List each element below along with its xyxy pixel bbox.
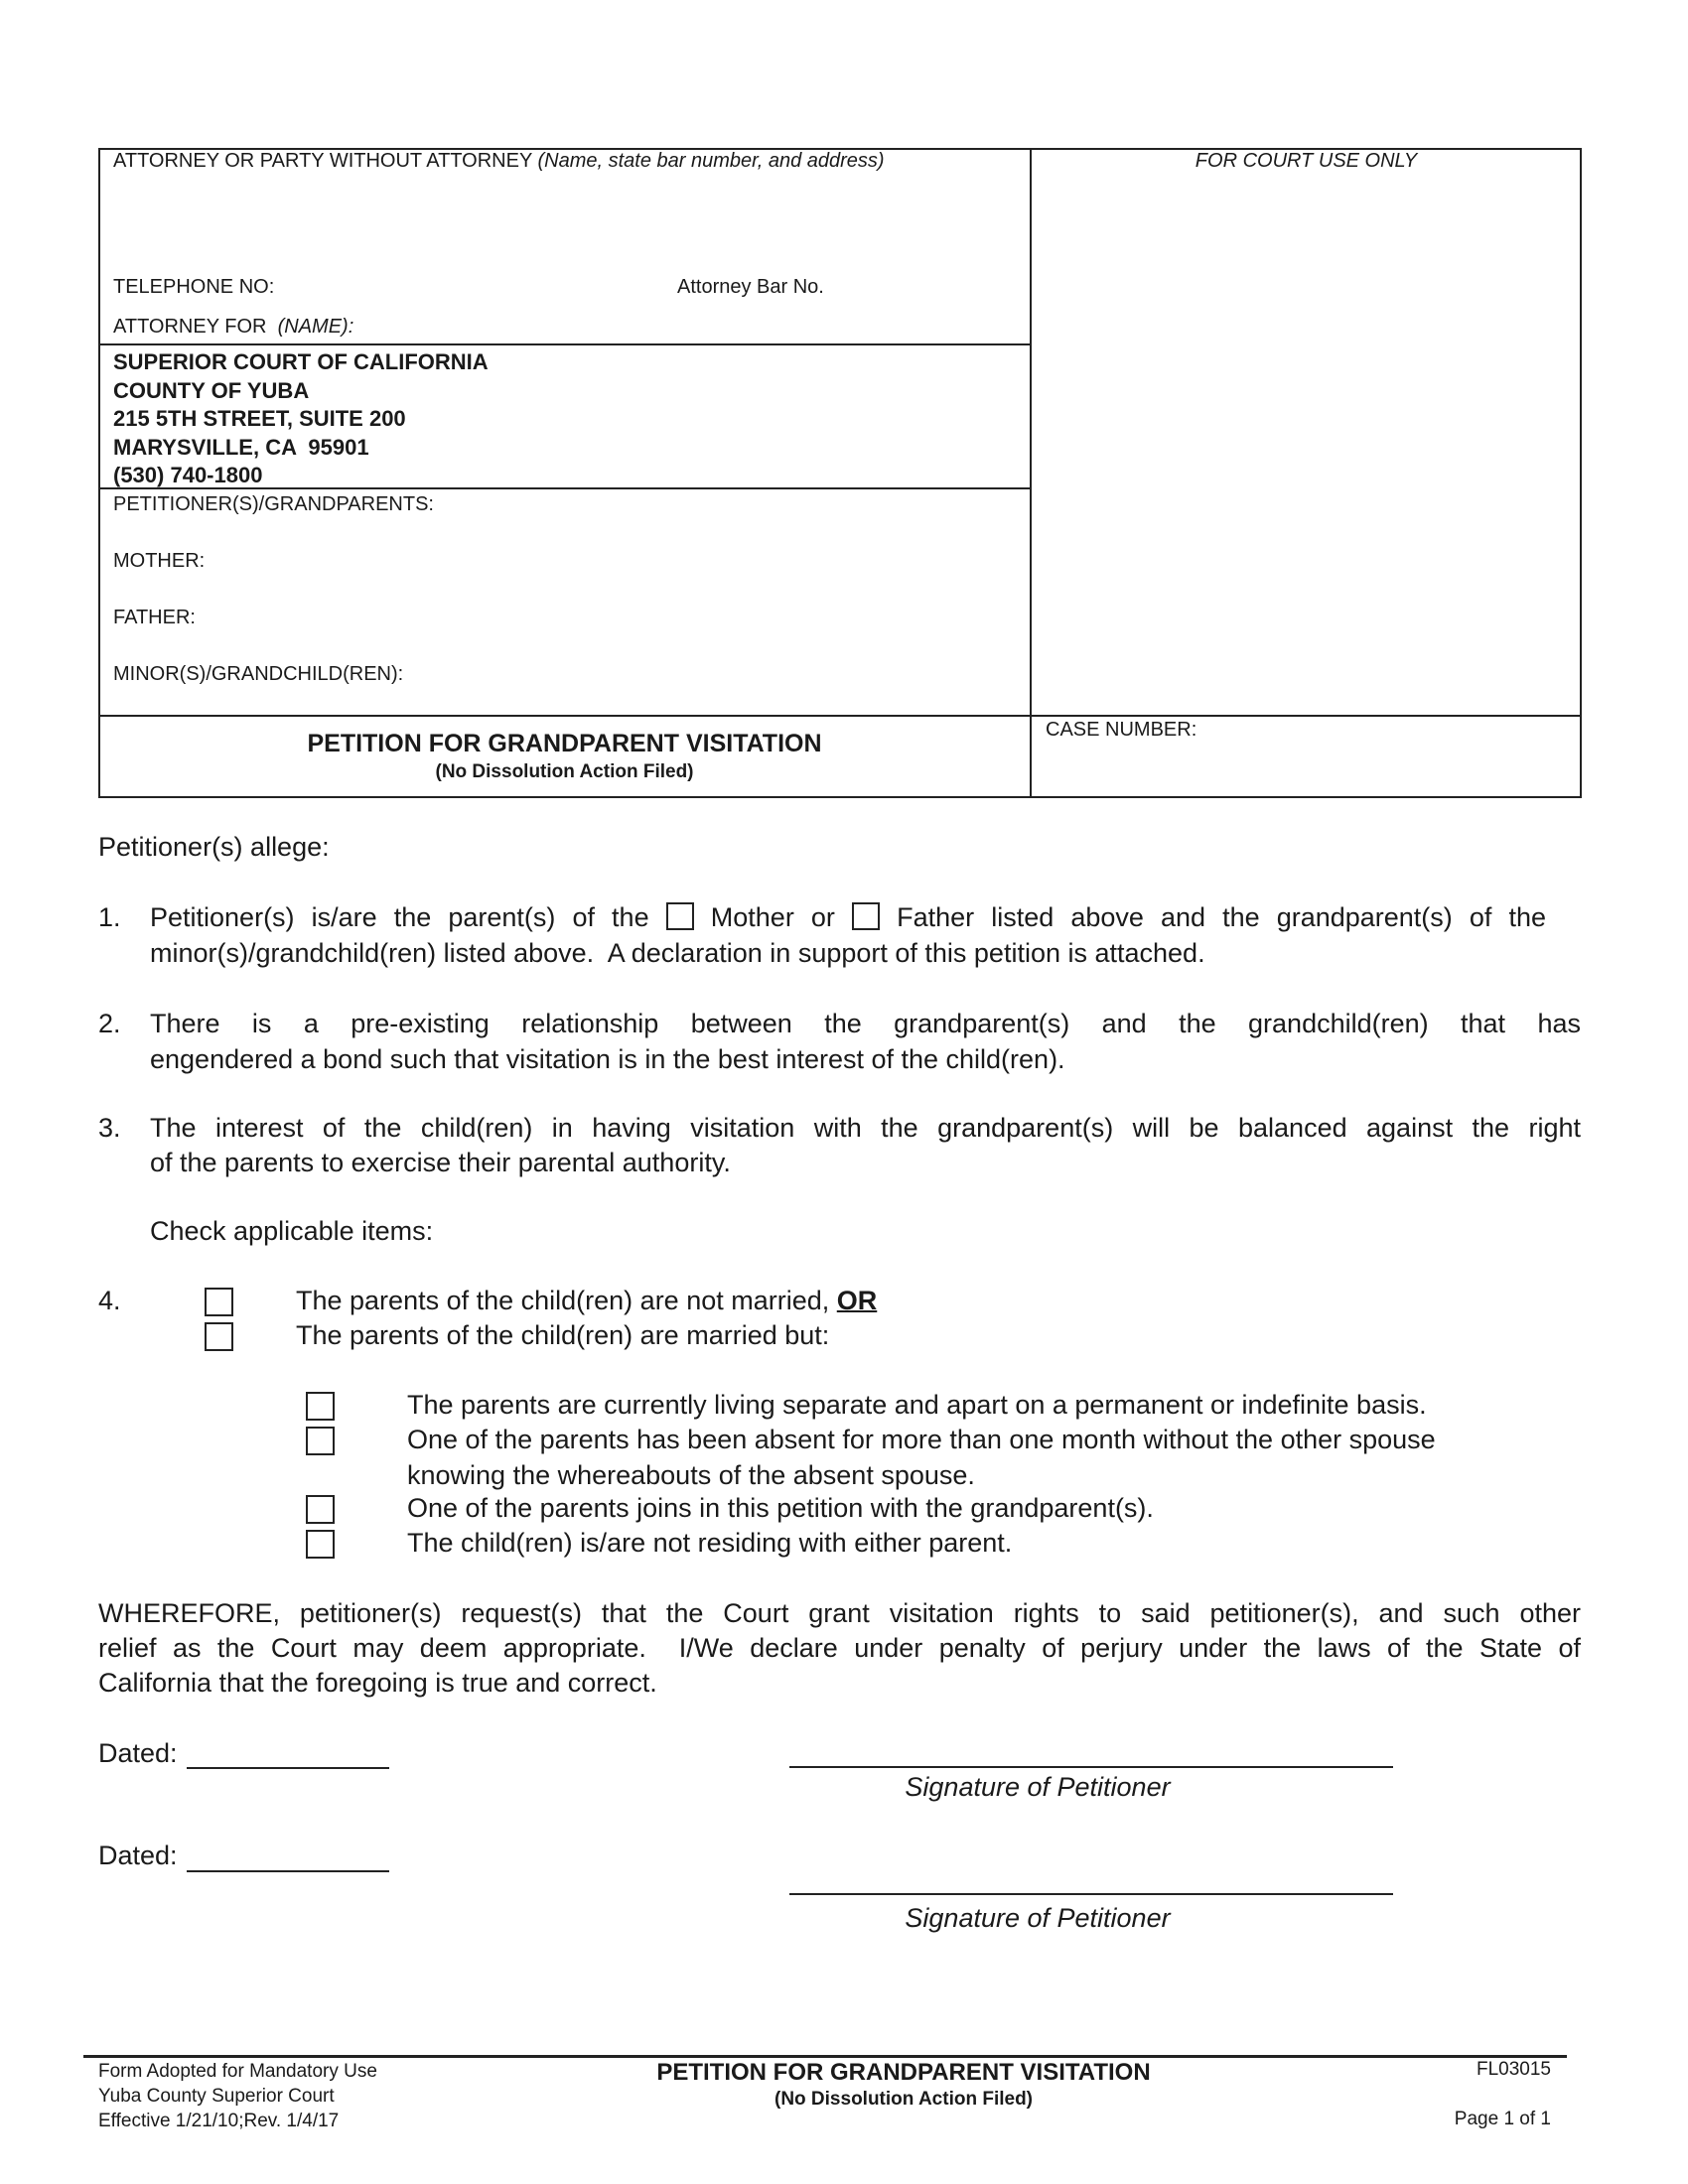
father-option-label: Father listed above and the grandparent(s) of the (897, 902, 1547, 932)
not-married-label (296, 1286, 877, 1316)
attorney-label-text: ATTORNEY OR PARTY WITHOUT ATTORNEY (113, 150, 532, 172)
item-number: 3. (98, 1113, 121, 1143)
divider (98, 715, 1582, 717)
signature-label: Signature of Petitioner (905, 1903, 1171, 1933)
footer-rule (83, 2055, 1567, 2058)
dated-field[interactable] (187, 1767, 389, 1769)
signature-label: Signature of Petitioner (905, 1772, 1171, 1802)
petitioners-label: PETITIONER(S)/GRANDPARENTS: (113, 493, 434, 515)
telephone-label: TELEPHONE NO: (113, 276, 275, 298)
wherefore-line: relief as the Court may deem appropriate. I/We declare under penalty of perjury under the laws of the State of (98, 1633, 1581, 1663)
court-address (113, 348, 489, 490)
court-line: 215 5TH STREET, SUITE 200 (113, 406, 406, 431)
item2-line1: There is a pre-existing relationship between the grandparent(s) and the grandchild(ren) that has (150, 1009, 1581, 1038)
wherefore-line: California that the foregoing is true and correct. (98, 1668, 657, 1698)
footer-left-line: Yuba County Superior Court (98, 2086, 335, 2107)
wherefore-line: WHEREFORE, petitioner(s) request(s) that the Court grant visitation rights to said petitioner(s), and such other (98, 1598, 1581, 1628)
item1-line1 (150, 902, 1546, 933)
or-text: OR (836, 1286, 878, 1315)
footer-left-line: Effective 1/21/10;Rev. 1/4/17 (98, 2111, 340, 2131)
court-line: SUPERIOR COURT OF CALIFORNIA (113, 349, 489, 374)
sub-option-label: The parents are currently living separate and apart on a permanent or indefinite basis. (407, 1390, 1427, 1420)
minors-label: MINOR(S)/GRANDCHILD(REN): (113, 663, 404, 685)
item1-text: Petitioner(s) is/are the parent(s) of the (150, 902, 649, 932)
form-number: FL03015 (1476, 2059, 1551, 2080)
father-label: FATHER: (113, 607, 196, 628)
item2-line2: engendered a bond such that visitation is in the best interest of the child(ren). (150, 1044, 1065, 1074)
attorney-hint: (Name, state bar number, and address) (537, 150, 885, 172)
divider (1030, 148, 1032, 798)
bar-no-label: Attorney Bar No. (677, 276, 824, 298)
attorney-for-hint: (NAME): (277, 316, 354, 338)
form-title: PETITION FOR GRANDPARENT VISITATION (307, 730, 822, 757)
dated-field[interactable] (187, 1870, 389, 1872)
item-number: 1. (98, 902, 121, 932)
allege-heading: Petitioner(s) allege: (98, 832, 330, 862)
footer-left-line: Form Adopted for Mandatory Use (98, 2061, 377, 2082)
court-use-label: FOR COURT USE ONLY (1195, 150, 1418, 172)
father-checkbox[interactable] (852, 902, 880, 930)
court-line: (530) 740-1800 (113, 463, 263, 487)
item3-line1: The interest of the child(ren) in having visitation with the grandparent(s) will be balanced against the right (150, 1113, 1581, 1143)
footer-title: PETITION FOR GRANDPARENT VISITATION (656, 2059, 1151, 2086)
form-subtitle: (No Dissolution Action Filed) (435, 761, 694, 782)
mother-label: MOTHER: (113, 550, 206, 572)
sub-option-label: One of the parents joins in this petition with the grandparent(s). (407, 1493, 1154, 1523)
joins-checkbox[interactable] (306, 1495, 335, 1524)
not-residing-checkbox[interactable] (306, 1530, 335, 1559)
check-applicable-label: Check applicable items: (150, 1216, 434, 1246)
married-checkbox[interactable] (205, 1322, 233, 1351)
mother-option-label: Mother or (710, 902, 835, 932)
item-number: 2. (98, 1009, 121, 1038)
item-number: 4. (98, 1286, 121, 1315)
signature-line[interactable] (789, 1893, 1393, 1895)
item1-line2: minor(s)/grandchild(ren) listed above. A declaration in support of this petition is attached. (150, 938, 1205, 968)
sub-option-label-cont: knowing the whereabouts of the absent spouse. (407, 1460, 975, 1490)
footer-subtitle: (No Dissolution Action Filed) (774, 2089, 1033, 2110)
absent-checkbox[interactable] (306, 1427, 335, 1455)
dated-label: Dated: (98, 1738, 178, 1768)
sub-option-label: The child(ren) is/are not residing with either parent. (407, 1528, 1013, 1558)
item3-line2: of the parents to exercise their parental authority. (150, 1148, 731, 1177)
footer-adoption (98, 2059, 377, 2133)
court-line: MARYSVILLE, CA 95901 (113, 434, 369, 460)
sub-option-label: One of the parents has been absent for more than one month without the other spouse (407, 1425, 1436, 1454)
dated-label: Dated: (98, 1841, 178, 1870)
attorney-for-text: ATTORNEY FOR (113, 316, 267, 338)
court-line: COUNTY OF YUBA (113, 377, 310, 403)
married-label: The parents of the child(ren) are married but: (296, 1320, 830, 1350)
signature-line[interactable] (789, 1766, 1393, 1768)
attorney-label (113, 150, 885, 173)
not-married-checkbox[interactable] (205, 1288, 233, 1316)
attorney-for-label (113, 316, 353, 339)
divider (98, 343, 1031, 345)
page-number: Page 1 of 1 (1454, 2109, 1551, 2129)
not-married-text: The parents of the child(ren) are not married, (296, 1286, 837, 1315)
mother-checkbox[interactable] (666, 902, 694, 930)
separate-checkbox[interactable] (306, 1392, 335, 1421)
case-number-label: CASE NUMBER: (1046, 719, 1197, 741)
